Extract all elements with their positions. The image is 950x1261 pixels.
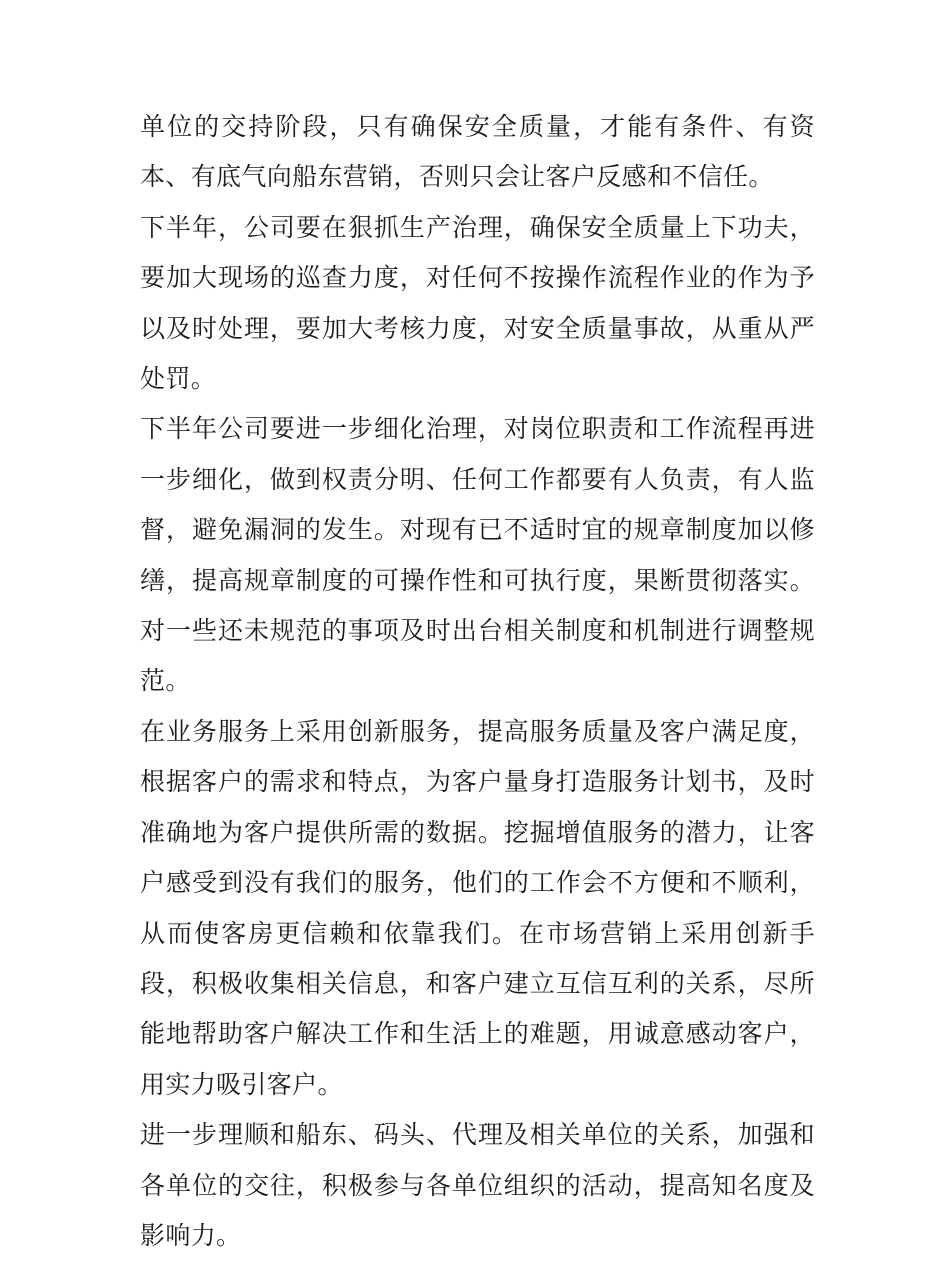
paragraph-5: 进一步理顺和船东、码头、代理及相关单位的关系，加强和各单位的交往，积极参与各单位组织的活动，提高知名度及影响力。 xyxy=(140,1120,815,1250)
paragraph-4: 在业务服务上采用创新服务，提高服务质量及客户满足度，根据客户的需求和特点，为客户量身打造服务计划书，及时准确地为客户提供所需的数据。挖掘增值服务的潜力，让客户感受到没有我们的服务，他们的工作会不方便和不顺利，从而使客房更信赖和依靠我们。在市场营销上采用创新手段，积极收集相关信息，和客户建立互信互利的关系，尽所能地帮助客户解决工作和生活上的难题，用诚意感动客户，用实力吸引客户。 xyxy=(140,716,815,1099)
paragraph-2: 下半年，公司要在狠抓生产治理，确保安全质量上下功夫，要加大现场的巡查力度，对任何不按操作流程作业的作为予以及时处理，要加大考核力度，对安全质量事故，从重从严处罚。 xyxy=(140,212,815,394)
paragraph-3: 下半年公司要进一步细化治理，对岗位职责和工作流程再进一步细化，做到权责分明、任何工作都要有人负责，有人监督，避免漏洞的发生。对现有已不适时宜的规章制度加以修缮，提高规章制度的可操作性和可执行度，果断贯彻落实。对一些还未规范的事项及时出台相关制度和机制进行调整规范。 xyxy=(140,414,815,696)
paragraph-1: 单位的交持阶段，只有确保安全质量，才能有条件、有资本、有底气向船东营销，否则只会让客户反感和不信任。 xyxy=(140,112,815,192)
document-body xyxy=(140,102,815,1261)
